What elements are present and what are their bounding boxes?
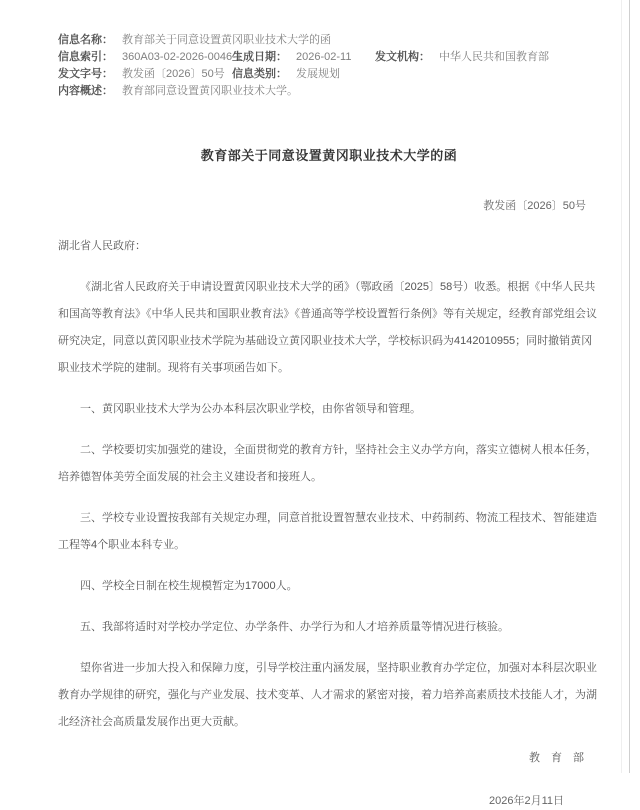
meta-label-doc-number: 发文字号：: [58, 68, 113, 80]
meta-value-issuing-org: 中华人民共和国教育部: [439, 51, 549, 63]
meta-label-gen-date: 生成日期：: [232, 51, 287, 63]
meta-value-info-category: 发展规划: [296, 68, 340, 80]
meta-label-info-category: 信息类别：: [232, 68, 287, 80]
document-number: 教发函〔2026〕50号: [483, 200, 586, 212]
meta-value-summary: 教育部同意设置黄冈职业技术大学。: [122, 85, 298, 97]
document-signature: 教 育 部: [529, 752, 584, 764]
meta-label-issuing-org: 发文机构：: [375, 51, 430, 63]
document-paragraph-1: 《湖北省人民政府关于申请设置黄冈职业技术大学的函》（鄂政函〔2025〕58号）收悉。根据《中华人民共和国高等教育法》《中华人民共和国职业教育法》《普通高等学校设置暂行条例》等有关规定，经教育部党组会议研究决定，同意以黄冈职业技术学院为基础设立黄冈职业技术大学，学校标识码为4142010955；同时撤销黄冈职业技术学院的建制。现将有关事项函告如下。: [58, 281, 597, 374]
document-meta-block: [58, 32, 600, 100]
meta-row-summary: [58, 83, 600, 100]
document-paragraph-2: 一、黄冈职业技术大学为公办本科层次职业学校，由你省领导和管理。: [80, 403, 421, 415]
meta-label-summary: 内容概述：: [58, 85, 113, 97]
document-body: [58, 233, 600, 736]
meta-label-info-index: 信息索引：: [58, 51, 113, 63]
meta-value-doc-number: 教发函〔2026〕50号: [122, 68, 225, 80]
meta-value-info-name: 教育部关于同意设置黄冈职业技术大学的函: [122, 34, 331, 46]
meta-row-name: [58, 32, 600, 49]
right-border-line-outer: [629, 0, 630, 773]
meta-value-gen-date: 2026-02-11: [296, 51, 352, 63]
document-paragraph-4: 三、学校专业设置按我部有关规定办理，同意首批设置智慧农业技术、中药制药、物流工程技术、智能建造工程等4个职业本科专业。: [58, 512, 597, 551]
meta-label-info-name: 信息名称：: [58, 34, 113, 46]
document-title: 教育部关于同意设置黄冈职业技术大学的函: [200, 148, 458, 163]
document-paragraph-6: 五、我部将适时对学校办学定位、办学条件、办学行为和人才培养质量等情况进行核验。: [80, 621, 509, 633]
meta-value-info-index: 360A03-02-2026-0046-1: [122, 51, 242, 63]
meta-row-doc-number: [58, 66, 600, 83]
document-paragraph-7: 望你省进一步加大投入和保障力度，引导学校注重内涵发展，坚持职业教育办学定位，加强对本科层次职业教育办学规律的研究，强化与产业发展、技术变革、人才需求的紧密对接，着力培养高素质技术技能人才，为湖北经济社会高质量发展作出更大贡献。: [58, 662, 597, 728]
right-border-line-inner: [621, 0, 622, 773]
document-date: 2026年2月11日: [488, 795, 564, 807]
document-paragraph-3: 二、学校要切实加强党的建设，全面贯彻党的教育方针，坚持社会主义办学方向，落实立德树人根本任务，培养德智体美劳全面发展的社会主义建设者和接班人。: [58, 444, 597, 483]
meta-row-index: [58, 49, 600, 66]
document-paragraph-5: 四、学校全日制在校生规模暂定为17000人。: [80, 580, 298, 592]
document-salutation: 湖北省人民政府：: [58, 240, 146, 252]
